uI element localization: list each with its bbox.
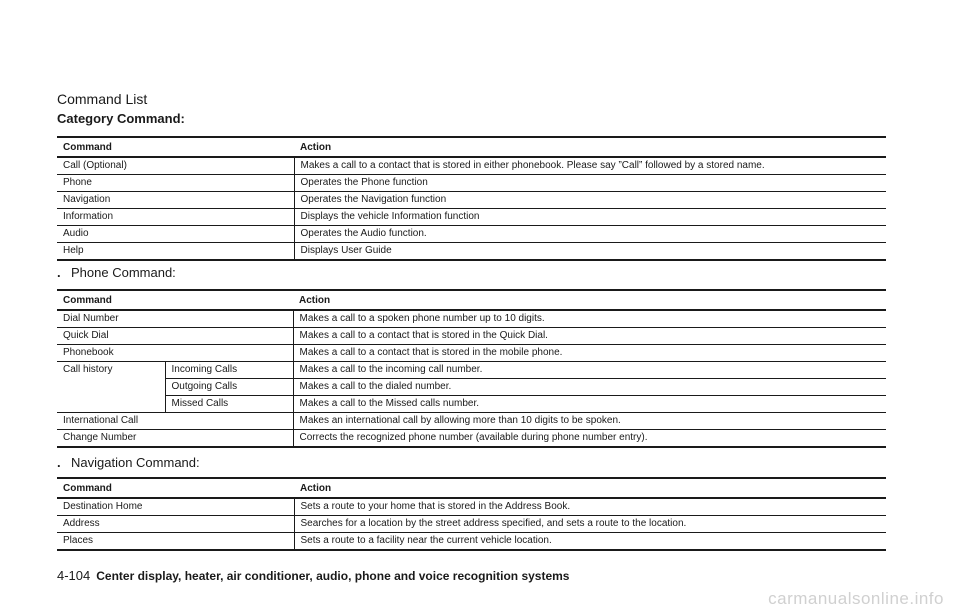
command-cell: Audio <box>63 228 89 239</box>
action-cell: Makes a call to the Missed calls number. <box>293 396 886 413</box>
action-header: Action <box>299 295 331 306</box>
command-header: Command <box>63 295 112 306</box>
table-row <box>57 379 886 396</box>
phone-command-table <box>57 289 886 448</box>
navigation-command-heading <box>57 455 200 470</box>
action-cell: Makes a call to a spoken phone number up to 10 digits. <box>293 310 886 328</box>
table-row <box>57 345 886 362</box>
command-cell: Destination Home <box>63 501 143 512</box>
action-cell: Corrects the recognized phone number (available during phone number entry). <box>293 430 886 448</box>
phone-command-heading <box>57 265 176 280</box>
action-cell: Makes an international call by allowing more than 10 digits to be spoken. <box>293 413 886 430</box>
command-cell: Quick Dial <box>63 330 109 341</box>
table-row <box>57 533 886 551</box>
command-cell: Phone <box>63 177 92 188</box>
command-cell: International Call <box>63 415 139 426</box>
table-row <box>57 498 886 516</box>
action-cell: Sets a route to your home that is stored in the Address Book. <box>294 498 886 516</box>
action-header: Action <box>300 142 332 153</box>
command-cell: Address <box>63 518 100 529</box>
section-title: Command List <box>57 91 148 107</box>
action-cell: Operates the Navigation function <box>294 192 886 209</box>
action-cell: Sets a route to a facility near the current vehicle location. <box>294 533 886 551</box>
action-cell: Makes a call to a contact that is stored in either phonebook. Please say ”Call” followed by a stored name. <box>294 157 886 175</box>
action-cell: Makes a call to the incoming call number. <box>293 362 886 379</box>
command-cell: Navigation <box>63 194 111 205</box>
table-header-row <box>57 137 886 157</box>
table-row <box>57 243 886 261</box>
command-cell: Change Number <box>63 432 137 443</box>
table-row <box>57 192 886 209</box>
action-cell: Makes a call to a contact that is stored in the Quick Dial. <box>293 328 886 345</box>
table-row <box>57 209 886 226</box>
table-row <box>57 226 886 243</box>
table-row <box>57 175 886 192</box>
sub-command-cell: Outgoing Calls <box>165 379 293 396</box>
action-cell: Displays the vehicle Information function <box>294 209 886 226</box>
table-row <box>57 396 886 413</box>
action-cell: Makes a call to the dialed number. <box>293 379 886 396</box>
action-cell: Makes a call to a contact that is stored in the mobile phone. <box>293 345 886 362</box>
command-header: Command <box>63 483 112 494</box>
navigation-command-label: Navigation Command: <box>71 455 200 470</box>
command-header: Command <box>63 142 112 153</box>
page-number: 4-104 <box>57 568 91 583</box>
page-footer <box>57 568 569 583</box>
table-header-row <box>57 290 886 310</box>
action-cell: Displays User Guide <box>294 243 886 261</box>
category-command-table <box>57 136 886 261</box>
command-cell: Dial Number <box>63 313 119 324</box>
bullet-marker: . <box>57 265 61 280</box>
command-cell: Help <box>63 245 84 256</box>
table-row <box>57 413 886 430</box>
table-row <box>57 310 886 328</box>
category-command-heading: Category Command: <box>57 111 185 126</box>
action-header: Action <box>300 483 332 494</box>
table-row <box>57 362 886 379</box>
command-cell: Call (Optional) <box>63 160 127 171</box>
navigation-command-table <box>57 477 886 551</box>
table-row <box>57 430 886 448</box>
action-cell: Searches for a location by the street address specified, and sets a route to the location. <box>294 516 886 533</box>
bullet-marker: . <box>57 455 61 470</box>
watermark: carmanualsonline.info <box>768 589 944 608</box>
command-cell: Phonebook <box>63 347 114 358</box>
command-cell: Information <box>63 211 114 222</box>
sub-command-cell: Incoming Calls <box>165 362 293 379</box>
action-cell: Operates the Phone function <box>294 175 886 192</box>
command-cell: Places <box>63 535 94 546</box>
sub-command-cell: Missed Calls <box>165 396 293 413</box>
phone-command-label: Phone Command: <box>71 265 176 280</box>
table-header-row <box>57 478 886 498</box>
action-cell: Operates the Audio function. <box>294 226 886 243</box>
table-row <box>57 516 886 533</box>
table-row <box>57 328 886 345</box>
table-row <box>57 157 886 175</box>
chapter-title: Center display, heater, air conditioner, audio, phone and voice recognition systems <box>96 569 570 583</box>
command-cell: Call history <box>57 362 165 413</box>
